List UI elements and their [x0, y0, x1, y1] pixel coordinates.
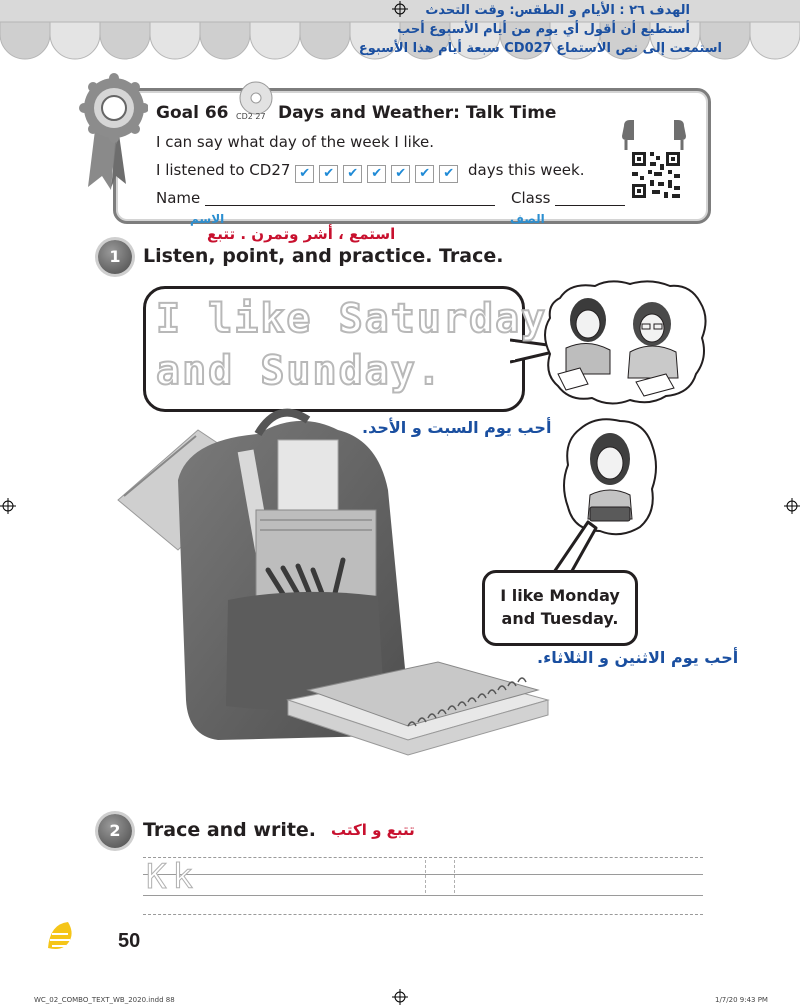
header-arabic-line2: أستطيع أن أقول أي يوم من أيام الأسبوع أحب: [397, 22, 690, 37]
qr-code-icon[interactable]: [630, 150, 682, 200]
write-box[interactable]: [425, 860, 455, 893]
registration-mark-icon: [0, 498, 16, 514]
step-1-arabic: استمع ، أشر وتمرن . تتبع: [207, 225, 396, 243]
registration-mark-icon: [392, 989, 408, 1005]
footer-timestamp: 1/7/20 9:43 PM: [715, 996, 768, 1004]
goal-title: Days and Weather: Talk Time: [278, 103, 557, 123]
step-1-badge: 1: [98, 240, 132, 274]
day-checkbox[interactable]: ✔: [391, 165, 410, 183]
name-arabic: الاسم: [190, 212, 225, 226]
goal-number: Goal 66: [156, 103, 229, 123]
bubble-line-1: I like Monday: [500, 586, 620, 605]
step-2-badge: 2: [98, 814, 132, 848]
gear-ribbon-icon: [78, 72, 148, 192]
name-field[interactable]: [156, 189, 495, 207]
day-checkbox[interactable]: ✔: [319, 165, 338, 183]
name-underline[interactable]: [205, 191, 495, 206]
class-underline[interactable]: [555, 191, 625, 206]
page-number: 50: [118, 930, 141, 952]
header-arabic-line3: استمعت إلى نص الاستماع CD027 سبعة أيام هذا الأسبوع: [358, 41, 722, 56]
arabic-translation-1: أحب يوم السبت و الأحد.: [362, 418, 552, 437]
header-arabic-line1: الهدف ٢٦ : الأيام و الطقس: وقت التحدث: [425, 3, 690, 18]
writing-line-middle: [143, 874, 703, 875]
writing-line-base: [143, 895, 703, 896]
goal-line-2-prefix: I listened to CD27: [156, 161, 291, 179]
bubble-line-2: and Tuesday.: [501, 609, 619, 628]
day-checkbox[interactable]: ✔: [343, 165, 362, 183]
goal-line-1: I can say what day of the week I like.: [156, 133, 434, 151]
class-arabic: الصف: [510, 212, 545, 226]
step-2-arabic: تتبع و اكتب: [331, 821, 415, 839]
day-checkbox[interactable]: ✔: [415, 165, 434, 183]
footer-filename: WC_02_COMBO_TEXT_WB_2020.indd 88: [34, 996, 175, 1004]
day-checkbox[interactable]: ✔: [295, 165, 314, 183]
trace-text-line-1[interactable]: I like Saturday: [156, 296, 548, 342]
class-label: Class: [511, 189, 551, 207]
goal-line-2: [156, 161, 584, 183]
class-field[interactable]: [511, 189, 625, 207]
day-checkbox[interactable]: ✔: [367, 165, 386, 183]
page-logo-icon: [44, 918, 76, 958]
trace-text-line-2[interactable]: and Sunday.: [156, 348, 443, 394]
arabic-translation-2: أحب يوم الاثنين و الثلاثاء.: [537, 648, 739, 667]
cd-label: CD2 27: [236, 112, 266, 121]
registration-mark-icon: [784, 498, 800, 514]
writing-line-top: [143, 857, 703, 858]
step-1-title: Listen, point, and practice. Trace.: [143, 245, 504, 267]
cd-disc-icon: [238, 80, 274, 116]
name-label: Name: [156, 189, 201, 207]
day-checkbox[interactable]: ✔: [439, 165, 458, 183]
step-2-title: Trace and write.: [143, 819, 317, 841]
backpack-photo: [108, 400, 578, 780]
trace-letters[interactable]: Kk: [146, 857, 199, 897]
writing-line-extra: [143, 914, 703, 915]
girls-reading-illustration: [540, 278, 710, 408]
goal-line-2-suffix: days this week.: [467, 161, 585, 179]
